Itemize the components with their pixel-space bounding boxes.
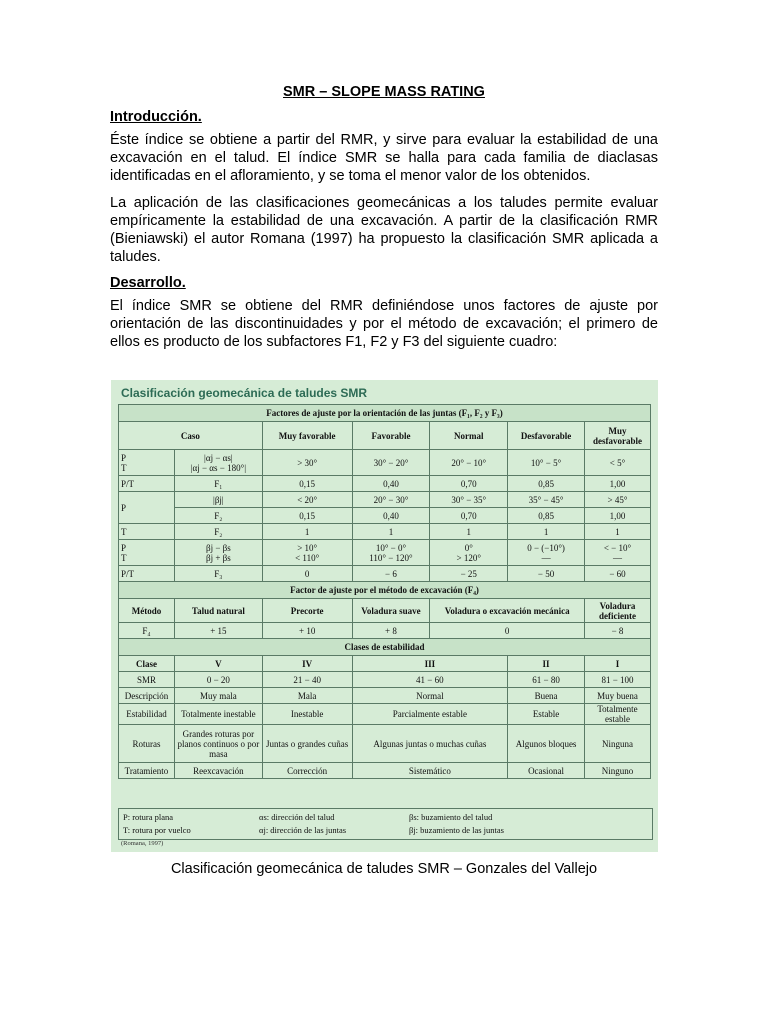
table-cell: Parcialmente estable (352, 704, 508, 725)
header-caso: Caso (119, 422, 263, 450)
legend-t: T: rotura por vuelco (123, 825, 191, 835)
table-cell: T (119, 524, 175, 540)
table-cell: − 6 (352, 566, 430, 582)
table-row (119, 599, 651, 623)
table-cell: 0 (262, 566, 352, 582)
value: > 10° (297, 542, 318, 553)
table-cell: Normal (352, 688, 508, 704)
table-cell: Clase (119, 656, 175, 672)
smr-table (118, 404, 651, 779)
value: > 120° (456, 552, 481, 563)
table-cell: Voladura deficiente (585, 599, 651, 623)
table-cell: Algunas juntas o muchas cuñas (352, 725, 508, 763)
table-cell: 0,15 (262, 476, 352, 492)
table-cell: Corrección (262, 763, 352, 779)
condition-label: βj − βs (205, 542, 231, 553)
table-cell: Precorte (262, 599, 352, 623)
table-row (119, 725, 651, 763)
header-muy-favorable: Muy favorable (262, 422, 352, 450)
intro-paragraph-2: La aplicación de las clasificaciones geomecánicas a los taludes permite evaluar empíricamente la estabilidad de una excavación. A partir de la clasificación RMR (Bieniawski) el autor Romana (1997) ha propuesto la clasificación SMR aplicada a taludes. (110, 195, 658, 265)
table-row (119, 422, 651, 450)
section-header-excavation: Factor de ajuste por el método de excavación (F₄) (119, 582, 651, 599)
table-cell: Inestable (262, 704, 352, 725)
table-cell: 41 − 60 (352, 672, 508, 688)
table-cell: Totalmente inestable (174, 704, 262, 725)
table-cell: Muy buena (585, 688, 651, 704)
table-cell: V (174, 656, 262, 672)
table-cell: F₂ (174, 524, 262, 540)
value: 0° (464, 542, 473, 553)
section-header-stability: Clases de estabilidad (119, 639, 651, 656)
table-cell: > 45° (585, 492, 651, 508)
table-cell: Ninguna (585, 725, 651, 763)
table-cell: F₃ (174, 566, 262, 582)
table-cell: Voladura suave (352, 599, 430, 623)
header-normal: Normal (430, 422, 508, 450)
table-cell: 10° − 5° (508, 450, 585, 476)
table-cell: Juntas o grandes cuñas (262, 725, 352, 763)
table-cell: 21 − 40 (262, 672, 352, 688)
table-cell: Método (119, 599, 175, 623)
table-row (119, 450, 651, 476)
table-cell (508, 540, 585, 566)
table-cell: 0 (430, 623, 585, 639)
table-cell (585, 540, 651, 566)
table-cell: IV (262, 656, 352, 672)
case-label: P (121, 542, 127, 553)
table-cell: 1,00 (585, 476, 651, 492)
value: 0 − (−10°) (527, 542, 565, 553)
table-cell: 1 (508, 524, 585, 540)
case-label: P (121, 452, 127, 463)
table-cell: 0,85 (508, 508, 585, 524)
table-cell: Grandes roturas por planos continuos o por masa (174, 725, 262, 763)
table-cell: 20° − 30° (352, 492, 430, 508)
table-cell (262, 540, 352, 566)
table-cell: 0,85 (508, 476, 585, 492)
table-cell (119, 450, 175, 476)
table-row (119, 540, 651, 566)
header-favorable: Favorable (352, 422, 430, 450)
header-muy-desfavorable: Muy desfavorable (585, 422, 651, 450)
development-heading: Desarrollo. (110, 275, 186, 291)
table-row (119, 763, 651, 779)
legend-alpha-j: αj: dirección de las juntas (259, 825, 347, 835)
table-cell (352, 540, 430, 566)
document-body (110, 84, 658, 360)
table-row (119, 524, 651, 540)
table-row (119, 566, 651, 582)
intro-heading: Introducción. (110, 109, 202, 125)
table-cell: F₁ (174, 476, 262, 492)
table-cell: 35° − 45° (508, 492, 585, 508)
header-desfavorable: Desfavorable (508, 422, 585, 450)
table-cell: P (119, 492, 175, 524)
table-cell: Mala (262, 688, 352, 704)
table-cell: Algunos bloques (508, 725, 585, 763)
table-cell: Descripción (119, 688, 175, 704)
table-row (119, 704, 651, 725)
value: 10° − 0° (375, 542, 407, 553)
table-row (119, 623, 651, 639)
value: < 110° (295, 552, 320, 563)
table-row (119, 582, 651, 599)
table-cell: 81 − 100 (585, 672, 651, 688)
table-cell: 1 (262, 524, 352, 540)
table-cell: F₂ (174, 508, 262, 524)
table-cell: 0 − 20 (174, 672, 262, 688)
table-cell: 20° − 10° (430, 450, 508, 476)
table-cell: Sistemático (352, 763, 508, 779)
table-cell: − 8 (585, 623, 651, 639)
table-cell: 1 (585, 524, 651, 540)
table-cell: 1 (352, 524, 430, 540)
table-cell (119, 540, 175, 566)
table-cell: < 20° (262, 492, 352, 508)
section-header-orientation: Factores de ajuste por la orientación de las juntas (F₁, F₂ y F₃) (119, 405, 651, 422)
table-cell: − 25 (430, 566, 508, 582)
table-cell: P/T (119, 476, 175, 492)
table-cell: I (585, 656, 651, 672)
table-cell: Tratamiento (119, 763, 175, 779)
table-cell: Totalmente estable (585, 704, 651, 725)
table-row (119, 639, 651, 656)
table-cell: Muy mala (174, 688, 262, 704)
table-cell: > 30° (262, 450, 352, 476)
table-row (119, 476, 651, 492)
table-row (119, 672, 651, 688)
figure-title: Clasificación geomecánica de taludes SMR (121, 386, 368, 400)
smr-classification-figure (111, 380, 658, 852)
table-cell: 0,15 (262, 508, 352, 524)
value: — (541, 552, 551, 563)
table-cell: Estabilidad (119, 704, 175, 725)
condition-label: βj + βs (205, 552, 231, 563)
table-cell: Buena (508, 688, 585, 704)
table-cell: − 50 (508, 566, 585, 582)
table-cell: |βj| (174, 492, 262, 508)
table-cell: Roturas (119, 725, 175, 763)
table-cell: 0,40 (352, 476, 430, 492)
table-cell: 1,00 (585, 508, 651, 524)
table-cell: Voladura o excavación mecánica (430, 599, 585, 623)
figure-caption: Clasificación geomecánica de taludes SMR – Gonzales del Vallejo (170, 861, 598, 877)
table-cell: F₄ (119, 623, 175, 639)
figure-source: (Romana, 1997) (121, 840, 164, 847)
table-row (119, 508, 651, 524)
table-cell: Estable (508, 704, 585, 725)
table-cell: III (352, 656, 508, 672)
table-cell (174, 450, 262, 476)
table-cell: Ninguno (585, 763, 651, 779)
legend-beta-s: βs: buzamiento del talud (409, 812, 493, 822)
value: — (613, 552, 622, 563)
table-cell: SMR (119, 672, 175, 688)
table-cell: + 8 (352, 623, 430, 639)
intro-paragraph-1: Éste índice se obtiene a partir del RMR, y sirve para evaluar la estabilidad de una excavación en el talud. El índice SMR se halla para cada familia de diaclasas identificadas en el afloramiento, y se toma el menor valor de los obtenidos. (110, 132, 658, 184)
case-label: T (121, 462, 127, 473)
table-cell: + 10 (262, 623, 352, 639)
legend-beta-j: βj: buzamiento de las juntas (409, 825, 504, 835)
table-cell: 1 (430, 524, 508, 540)
table-row (119, 688, 651, 704)
development-paragraph: El índice SMR se obtiene del RMR definiéndose unos factores de ajuste por orientación de las discontinuidades y por el método de excavación; el primero de ellos es producto de los subfactores F1, F2 y F3 del siguiente cuadro: (110, 298, 658, 350)
value: < − 10° (603, 542, 632, 553)
table-cell: Talud natural (174, 599, 262, 623)
table-row (119, 656, 651, 672)
table-cell (430, 540, 508, 566)
table-cell: < 5° (585, 450, 651, 476)
table-cell: 0,70 (430, 508, 508, 524)
table-cell: + 15 (174, 623, 262, 639)
condition-label: |αj − αs − 180°| (190, 462, 247, 473)
condition-label: |αj − αs| (204, 452, 233, 463)
table-cell: II (508, 656, 585, 672)
table-cell: P/T (119, 566, 175, 582)
table-cell: 30° − 35° (430, 492, 508, 508)
table-cell: 61 − 80 (508, 672, 585, 688)
table-cell (174, 540, 262, 566)
legend-alpha-s: αs: dirección del talud (259, 812, 335, 822)
value: 110° − 120° (369, 552, 413, 563)
page-title: SMR – SLOPE MASS RATING (283, 84, 485, 100)
table-cell: − 60 (585, 566, 651, 582)
table-cell: Ocasional (508, 763, 585, 779)
table-row (119, 492, 651, 508)
table-cell: 0,40 (352, 508, 430, 524)
figure-legend (118, 808, 653, 840)
table-row (119, 405, 651, 422)
table-cell: 30° − 20° (352, 450, 430, 476)
table-cell: Reexcavación (174, 763, 262, 779)
legend-p: P: rotura plana (123, 812, 174, 822)
case-label: T (121, 552, 127, 563)
table-cell: 0,70 (430, 476, 508, 492)
